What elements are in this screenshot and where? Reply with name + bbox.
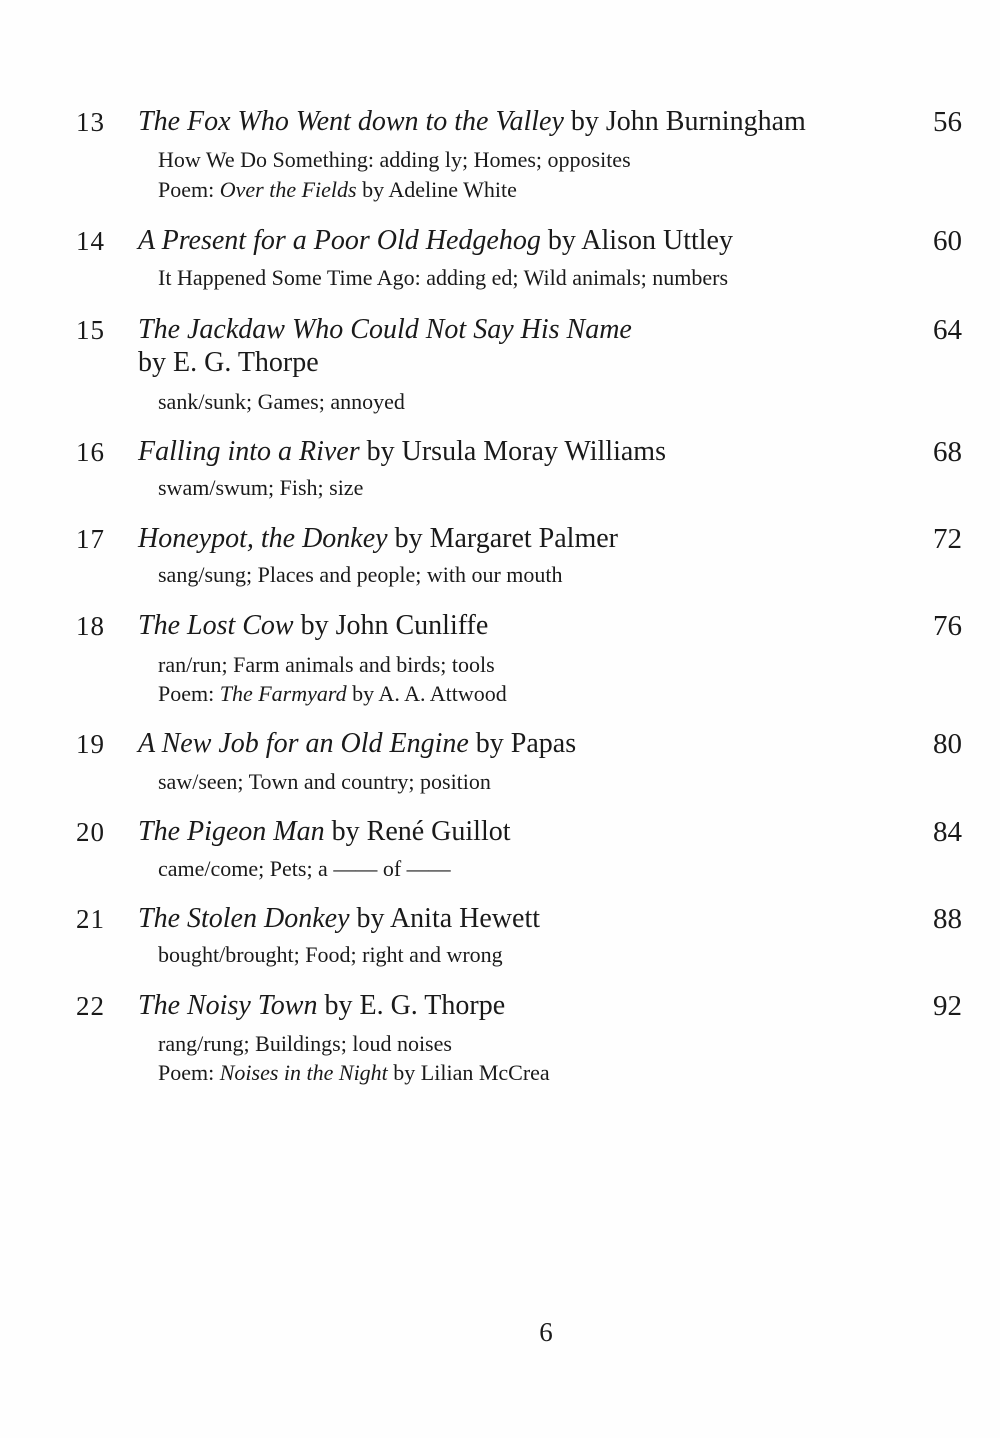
page-number: 64 xyxy=(933,314,962,346)
entry-heading xyxy=(138,106,898,138)
page-folio: 6 xyxy=(539,1317,553,1347)
poem-prefix: Poem: xyxy=(158,177,220,202)
story-title: The Jackdaw Who Could Not Say His Name xyxy=(138,314,632,345)
story-author: by E. G. Thorpe xyxy=(138,347,319,378)
entry-topics: How We Do Something: adding ly; Homes; opposites xyxy=(158,147,631,172)
entry-poem xyxy=(158,1059,550,1087)
poem-author: by Adeline White xyxy=(356,177,517,202)
chapter-number: 21 xyxy=(76,904,105,934)
chapter-number: 13 xyxy=(76,107,105,137)
entry-heading xyxy=(138,903,898,935)
poem-title: Noises in the Night xyxy=(219,1060,388,1085)
chapter-number: 16 xyxy=(76,437,105,467)
story-title: A New Job for an Old Engine xyxy=(138,728,469,759)
entry-topics: came/come; Pets; a —— of —— xyxy=(158,856,451,881)
story-author: by Anita Hewett xyxy=(349,903,541,934)
story-author: by John Cunliffe xyxy=(293,610,489,641)
story-author: by Ursula Moray Williams xyxy=(359,436,666,467)
entry-heading xyxy=(138,314,898,346)
poem-prefix: Poem: xyxy=(158,681,220,706)
page-number: 88 xyxy=(933,903,962,935)
entry-heading xyxy=(138,990,898,1022)
chapter-number: 17 xyxy=(76,524,105,554)
page-number: 76 xyxy=(933,610,962,642)
story-author: by John Burningham xyxy=(563,106,806,137)
chapter-number: 20 xyxy=(76,817,105,847)
chapter-number: 19 xyxy=(76,729,105,759)
page-number: 92 xyxy=(933,990,962,1022)
entry-poem xyxy=(158,176,517,204)
page-number: 80 xyxy=(933,728,962,760)
page-number: 60 xyxy=(933,225,962,257)
chapter-number: 15 xyxy=(76,315,105,345)
story-title: Falling into a River xyxy=(138,436,360,467)
page-number: 72 xyxy=(933,523,962,555)
entry-topics: It Happened Some Time Ago: adding ed; Wild animals; numbers xyxy=(158,265,729,290)
poem-author: by A. A. Attwood xyxy=(346,681,507,706)
story-author: by Margaret Palmer xyxy=(387,523,618,554)
story-author: by René Guillot xyxy=(324,816,511,847)
entry-heading xyxy=(138,436,898,468)
page-number: 84 xyxy=(933,816,962,848)
entry-topics: rang/rung; Buildings; loud noises xyxy=(158,1031,452,1056)
entry-topics: sang/sung; Places and people; with our mouth xyxy=(158,562,563,587)
entry-heading xyxy=(138,728,898,760)
chapter-number: 14 xyxy=(76,226,105,256)
story-title: The Fox Who Went down to the Valley xyxy=(138,106,564,137)
poem-title: Over the Fields xyxy=(219,177,357,202)
entry-heading xyxy=(138,225,898,257)
poem-prefix: Poem: xyxy=(158,1060,220,1085)
entry-heading xyxy=(138,523,898,555)
story-author: by E. G. Thorpe xyxy=(317,990,506,1021)
poem-title: The Farmyard xyxy=(219,681,347,706)
story-title: A Present for a Poor Old Hedgehog xyxy=(138,225,541,256)
story-title: Honeypot, the Donkey xyxy=(138,523,388,554)
page-number: 56 xyxy=(933,106,962,138)
entry-topics: saw/seen; Town and country; position xyxy=(158,769,491,794)
entry-topics: swam/swum; Fish; size xyxy=(158,475,364,500)
story-author: by Alison Uttley xyxy=(540,225,733,256)
story-title: The Noisy Town xyxy=(138,990,318,1021)
entry-topics: sank/sunk; Games; annoyed xyxy=(158,389,405,414)
story-title: The Stolen Donkey xyxy=(138,903,350,934)
entry-topics: bought/brought; Food; right and wrong xyxy=(158,942,503,967)
chapter-number: 22 xyxy=(76,991,105,1021)
entry-heading xyxy=(138,610,898,642)
entry-topics: ran/run; Farm animals and birds; tools xyxy=(158,652,495,677)
entry-poem xyxy=(158,680,507,708)
story-title: The Lost Cow xyxy=(138,610,294,641)
page-number: 68 xyxy=(933,436,962,468)
story-title: The Pigeon Man xyxy=(138,816,325,847)
chapter-number: 18 xyxy=(76,611,105,641)
story-author: by Papas xyxy=(468,728,577,759)
poem-author: by Lilian McCrea xyxy=(387,1060,550,1085)
entry-heading xyxy=(138,816,898,848)
